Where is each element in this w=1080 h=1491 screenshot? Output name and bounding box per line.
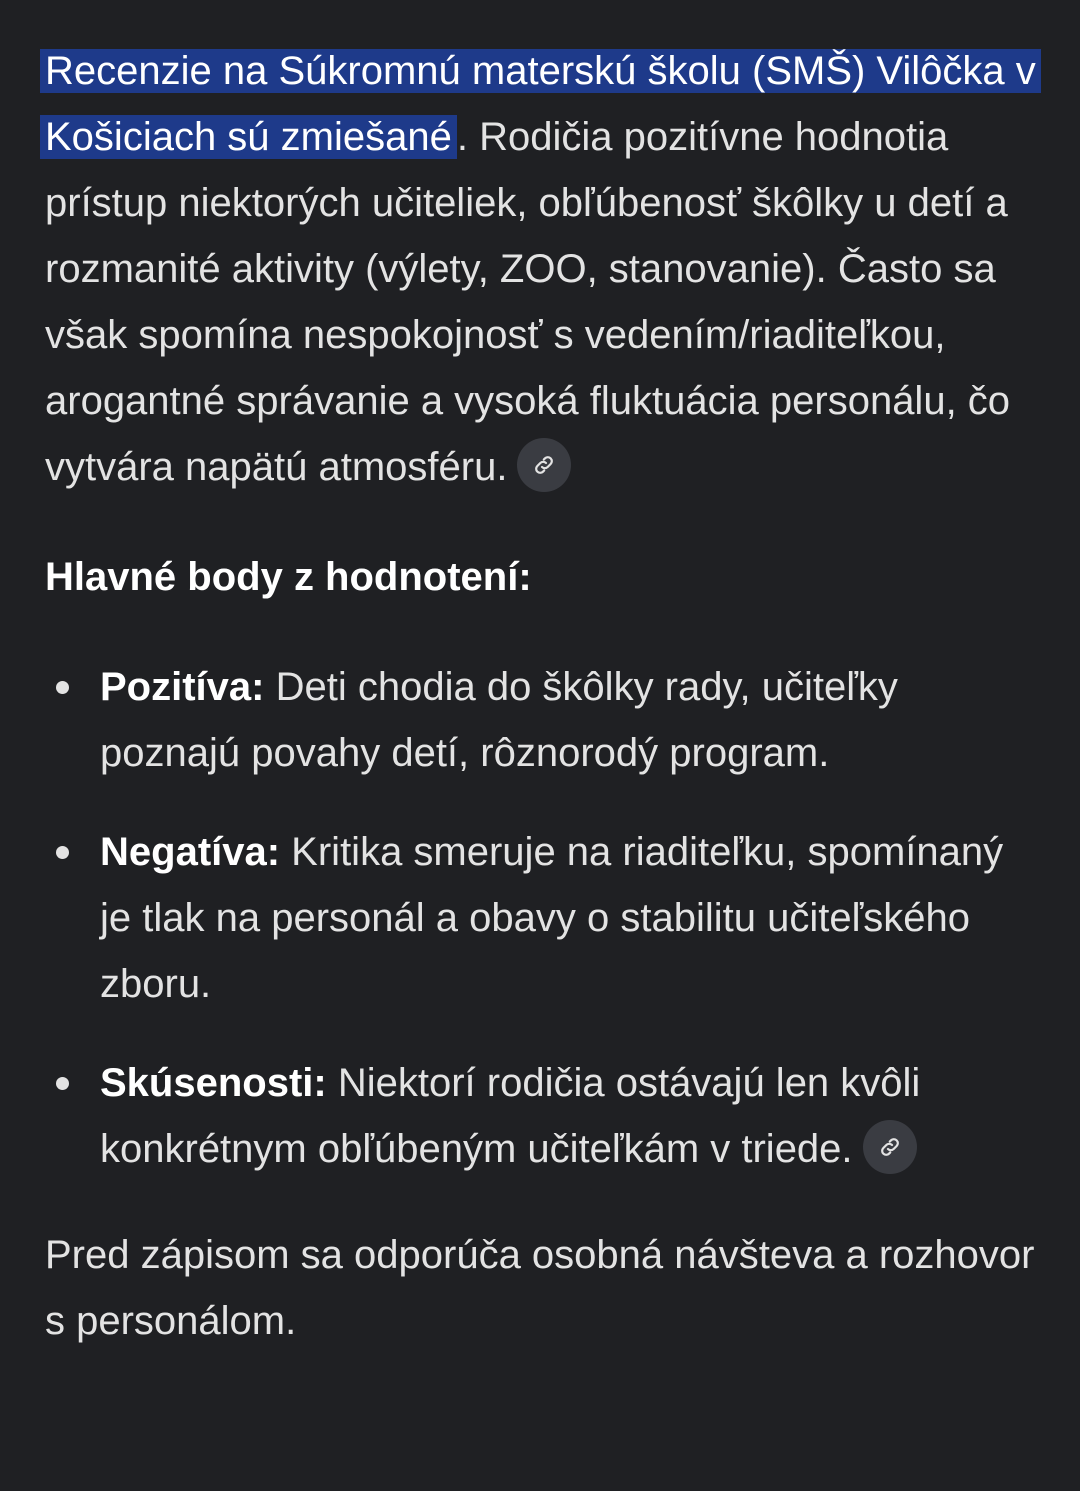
source-link-button[interactable] <box>863 1120 917 1174</box>
intro-paragraph <box>45 38 1045 500</box>
link-icon <box>532 453 556 477</box>
intro-text: . Rodičia pozitívne hodnotia prístup niektorých učiteliek, obľúbenosť škôlky u detí a rozmanité aktivity (výlety, ZOO, stanovanie). Často sa však spomína nespokojnosť s vedením/riaditeľkou, arogantné správanie a vysoká fluktuácia personálu, čo vytvára napätú atmosféru. <box>45 115 1011 489</box>
answer-content <box>45 38 1045 1354</box>
list-item <box>45 1050 1045 1182</box>
bullet-label: Pozitíva: <box>100 665 265 709</box>
bullet-dot <box>56 846 69 859</box>
link-icon <box>878 1135 902 1159</box>
bullet-text: Deti chodia do škôlky rady, učiteľky poznajú povahy detí, rôznorodý program. <box>100 665 898 775</box>
closing-paragraph: Pred zápisom sa odporúča osobná návšteva a rozhovor s personálom. <box>45 1233 1035 1343</box>
bullet-text: Niektorí rodičia ostávajú len kvôli konkrétnym obľúbeným učiteľkám v triede. <box>100 1061 921 1171</box>
list-item <box>45 819 1045 1017</box>
bullet-label: Negatíva: <box>100 830 281 874</box>
bullet-label: Skúsenosti: <box>100 1061 327 1105</box>
bullet-text: Kritika smeruje na riaditeľku, spomínaný je tlak na personál a obavy o stabilitu učiteľského zboru. <box>100 830 1004 1006</box>
list-item <box>45 654 1045 786</box>
bullet-dot <box>56 681 69 694</box>
section-heading: Hlavné body z hodnotení: <box>45 555 532 599</box>
bullet-dot <box>56 1077 69 1090</box>
bullet-list <box>45 654 1045 1182</box>
source-link-button[interactable] <box>517 438 571 492</box>
highlighted-text[interactable]: Recenzie na Súkromnú materskú školu (SMŠ) Vilôčka v Košiciach sú zmiešané <box>40 49 1041 159</box>
